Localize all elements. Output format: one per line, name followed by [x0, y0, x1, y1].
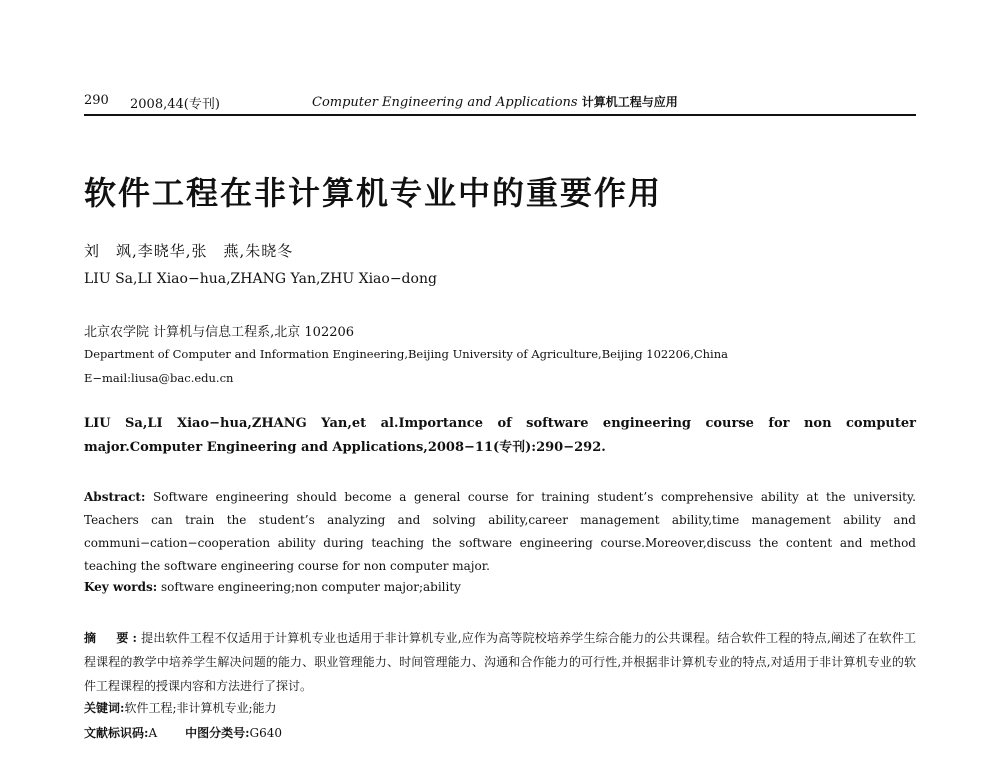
- affiliation-en: Department of Computer and Information Engineering,Beijing University of Agriculture,Beijing 102206,China: [84, 347, 728, 361]
- keywords-cn-label: 关键词:: [84, 701, 125, 715]
- abstract-cn-text: 提出软件工程不仅适用于计算机专业也适用于非计算机专业,应作为高等院校培养学生综合能力的公共课程。结合软件工程的特点,阐述了在软件工程课程的教学中培养学生解决问题的能力、职业管理能力、时间管理能力、沟通和合作能力的可行性,并根据非计算机专业的特点,对适用于非计算机专业的软件工程课程的授课内容和方法进行了探讨。: [84, 631, 916, 693]
- page-number: 290: [84, 93, 109, 108]
- keywords-cn: [84, 699, 277, 716]
- abstract-text: Software engineering should become a general course for training student’s comprehensive ability at the university. Teachers can train the student’s analyzing and solving ability,career management ability,time management ability and communi−cation−cooperation ability during teaching the software engineering course.Moreover,discuss the content and method teaching the software engineering course for non computer major.: [84, 490, 916, 573]
- doc-code-value: A: [148, 726, 158, 740]
- keywords-en: [84, 580, 461, 594]
- authors-cn: 刘 飒,李晓华,张 燕,朱晓冬: [84, 242, 294, 260]
- keywords-cn-text: 软件工程;非计算机专业;能力: [124, 701, 277, 715]
- journal-name-cn: 计算机工程与应用: [581, 95, 678, 109]
- abstract-en: [84, 486, 916, 578]
- class-code-label: 中图分类号:: [185, 726, 250, 740]
- abstract-cn: [84, 626, 916, 698]
- year-volume: 2008,44(专刊): [130, 97, 220, 112]
- keywords-text: software engineering;non computer major;ability: [161, 580, 461, 594]
- running-header: [84, 93, 916, 113]
- header-rule: [84, 114, 916, 116]
- journal-name-en: Computer Engineering and Applications: [312, 95, 578, 110]
- abstract-label: Abstract:: [84, 490, 146, 504]
- classification-codes: [84, 724, 282, 741]
- abstract-cn-label: 摘 要:: [84, 631, 141, 645]
- citation: LIU Sa,LI Xiao−hua,ZHANG Yan,et al.Importance of software engineering course for non computer major.Computer Engineering and Applications,2008−11(专刊):290−292.: [84, 416, 916, 455]
- class-code-value: G640: [249, 726, 283, 740]
- author-email: E−mail:liusa@bac.edu.cn: [84, 371, 234, 385]
- affiliation-cn: 北京农学院 计算机与信息工程系,北京 102206: [84, 325, 355, 340]
- doc-code-label: 文献标识码:: [84, 726, 149, 740]
- paper-title: 软件工程在非计算机专业中的重要作用: [84, 174, 663, 212]
- journal-name: [312, 93, 678, 110]
- authors-en: LIU Sa,LI Xiao−hua,ZHANG Yan,ZHU Xiao−dong: [84, 271, 437, 287]
- keywords-label: Key words:: [84, 580, 158, 594]
